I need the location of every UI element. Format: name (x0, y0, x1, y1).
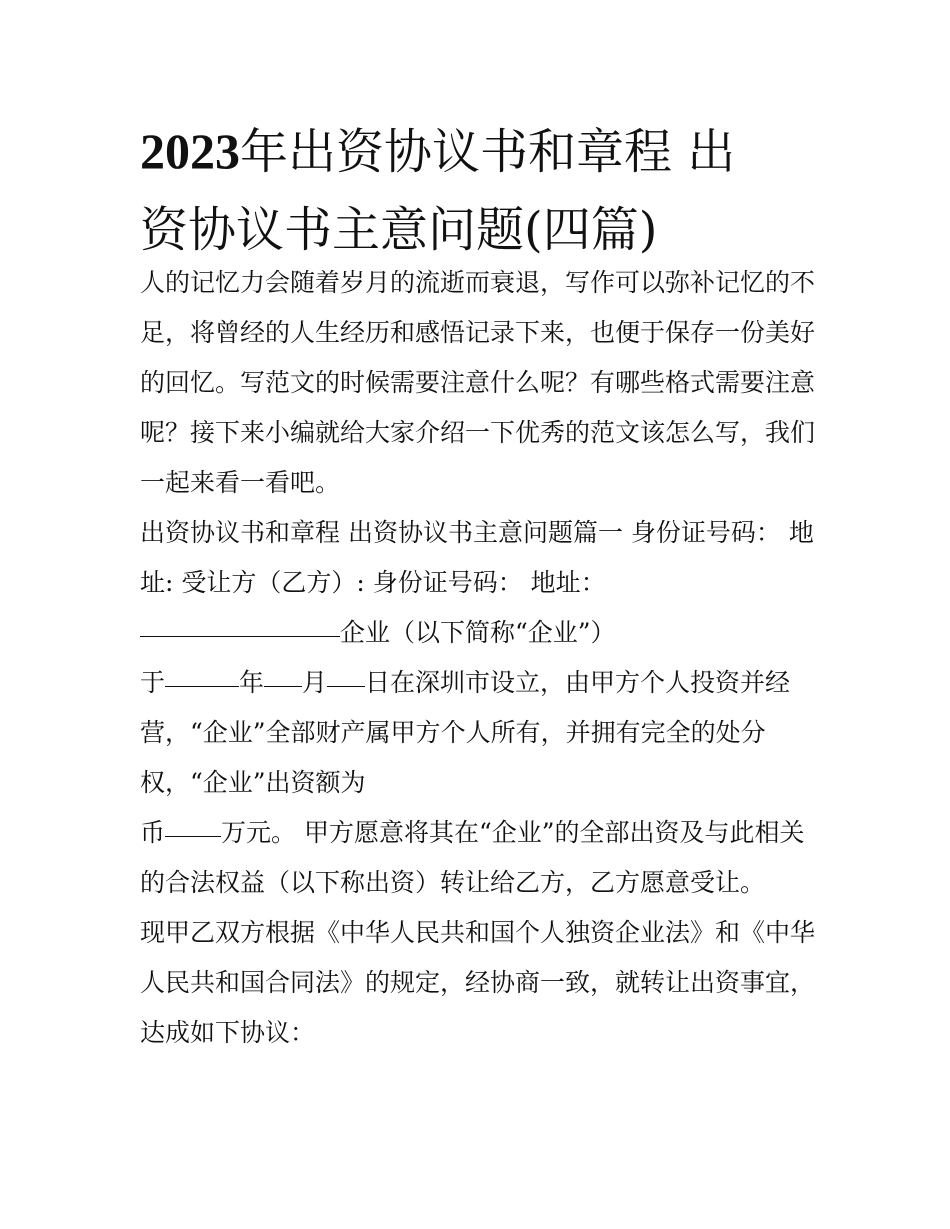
document-body (140, 258, 816, 1058)
agreement-line: 人民共和国合同法》的规定，经协商一致，就转让出资事宜， (140, 968, 816, 997)
enterprise-paragraph (140, 608, 812, 658)
section-line: 出资协议书和章程 出资协议书主意问题篇一 身份证号码： 地 (140, 518, 814, 547)
enterprise-line-text: 企业（以下简称“企业”） (340, 618, 616, 647)
year-blank (165, 685, 239, 687)
title-year: 2023 (140, 123, 240, 179)
transfer-line: 的合法权益（以下称出资）转让给乙方，乙方愿意受让。 (140, 868, 766, 897)
intro-line: 足，将曾经的人生经历和感悟记录下来，也便于保存一份美好 (140, 318, 816, 347)
date-prefix: 于 (140, 668, 166, 697)
month-blank (264, 685, 302, 687)
establishment-paragraph (140, 658, 812, 808)
amount-paragraph (140, 808, 812, 908)
amount-blank (165, 835, 221, 837)
agreement-line: 达成如下协议： (140, 1018, 316, 1047)
intro-line: 一起来看一看吧。 (140, 468, 341, 497)
intro-line: 的回忆。写范文的时候需要注意什么呢？有哪些格式需要注意 (140, 368, 816, 397)
agreement-line: 现甲乙双方根据《中华人民共和国个人独资企业法》和《中华 (140, 918, 816, 947)
section-line: 址: 受让方（乙方）: 身份证号码： 地址： (140, 568, 606, 597)
intro-line: 呢？接下来小编就给大家介绍一下优秀的范文该怎么写，我们 (140, 418, 816, 447)
enterprise-line (140, 608, 812, 658)
enterprise-name-blank (140, 635, 340, 637)
intro-line: 人的记忆力会随着岁月的流逝而衰退，写作可以弥补记忆的不 (140, 268, 816, 297)
document-title (140, 112, 830, 269)
ownership-line: 营，“企业”全部财产属甲方个人所有，并拥有完全的处分 (140, 718, 766, 747)
date-line (140, 658, 812, 708)
year-label: 年 (239, 668, 265, 697)
title-line-1-text: 年出资协议书和章程 出 (240, 124, 736, 180)
ownership-line: 权，“企业”出资额为 (140, 768, 366, 797)
intro-paragraph (140, 258, 816, 508)
month-label: 月 (302, 668, 328, 697)
day-blank (327, 685, 365, 687)
amount-line (140, 808, 812, 858)
agreement-paragraph (140, 908, 816, 1058)
title-line-1 (140, 112, 830, 191)
section-paragraph (140, 508, 812, 608)
amount-prefix: 币 (140, 818, 166, 847)
title-line-2: 资协议书主意问题(四篇) (140, 202, 658, 258)
amount-line-text: 万元。 甲方愿意将其在“企业”的全部出资及与此相关 (221, 818, 805, 847)
day-label-text: 日在深圳市设立，由甲方个人投资并经 (365, 668, 791, 697)
